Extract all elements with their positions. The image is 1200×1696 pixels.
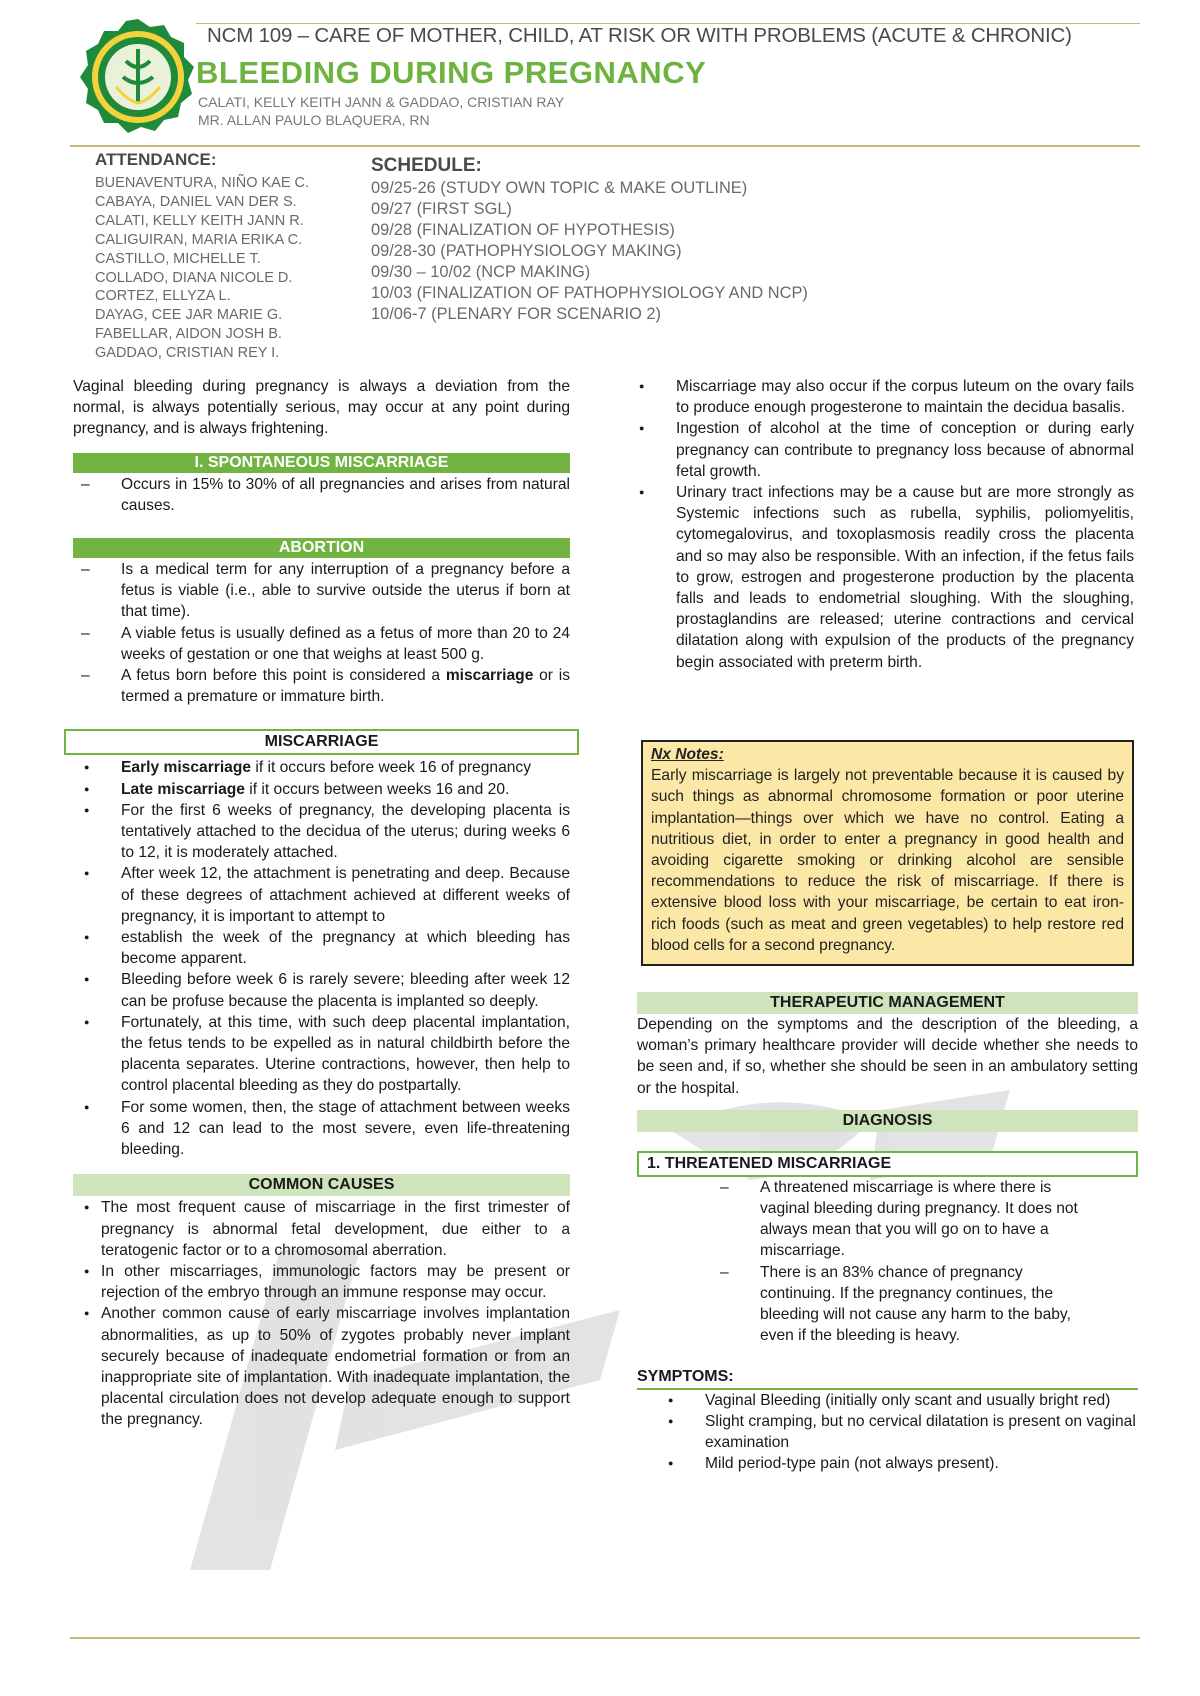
bold-term: Late miscarriage (121, 780, 245, 798)
symptoms-heading: SYMPTOMS: (637, 1368, 734, 1386)
list-item: – A threatened miscarriage is where there is vaginal bleeding during pregnancy. It does not always mean that you will go on to have a miscarriage. (712, 1177, 1098, 1262)
causes-list (73, 1197, 570, 1430)
schedule-item: 09/27 (FIRST SGL) (371, 200, 512, 218)
miscarriage-list (73, 757, 570, 1160)
authors: CALATI, KELLY KEITH JANN & GADDAO, CRISTIAN RAY (198, 94, 565, 110)
list-item (73, 665, 570, 707)
abortion-list (73, 559, 570, 707)
list-item: – A viable fetus is usually defined as a fetus of more than 20 to 24 weeks of gestation or one that weighs at least 500 g. (73, 623, 570, 665)
text-span: or is termed a premature or immature birth. (121, 667, 570, 706)
nurse-notes-box (641, 740, 1134, 966)
list-item: – There is an 83% chance of pregnancy continuing. If the pregnancy continues, the bleeding will not cause any harm to the baby, even if the bleeding is heavy. (712, 1262, 1098, 1347)
attendance-name: GADDAO, CRISTIAN REY I. (95, 345, 280, 362)
section-heading-threatened: 1. THREATENED MISCARRIAGE (637, 1151, 1138, 1177)
text-span: if it occurs before week 16 of pregnancy (251, 759, 532, 777)
left-column (73, 376, 570, 1431)
list-item: ● For some women, then, the stage of attachment between weeks 6 and 12 can lead to the most severe, even life-threatening bleeding. (73, 1097, 570, 1161)
threatened-list (712, 1177, 1098, 1347)
text-span: A fetus born before this point is considered a (121, 667, 446, 685)
author-block (198, 93, 564, 129)
list-item: ● Bleeding before week 6 is rarely severe; bleeding after week 12 can be profuse because the placenta is implanted so deeply. (73, 969, 570, 1011)
schedule-item: 10/03 (FINALIZATION OF PATHOPHYSIOLOGY AND NCP) (371, 284, 808, 302)
course-title: NCM 109 – CARE OF MOTHER, CHILD, AT RISK OR WITH PROBLEMS (ACUTE & CHRONIC) (207, 24, 1072, 47)
list-item: ● The most frequent cause of miscarriage in the first trimester of pregnancy is abnormal fetal development, due either to a teratogenic factor or to a chromosomal aberration. (73, 1197, 570, 1261)
header-bottom-rule (70, 145, 1140, 147)
list-item: ● Miscarriage may also occur if the corpus luteum on the ovary fails to produce enough progesterone to maintain the decidua basalis. (628, 376, 1134, 418)
list-item (73, 757, 570, 778)
list-item (73, 779, 570, 800)
attendance-name: BUENAVENTURA, NIÑO KAE C. (95, 175, 310, 191)
section-heading-spontaneous: I. SPONTANEOUS MISCARRIAGE (73, 453, 570, 473)
list-item: ● Another common cause of early miscarriage involves implantation abnormalities, as up to 50% of zygotes probably never implant securely because of inadequate endometrial formation or from an inappropriate site of implantation. With inadequate implantation, the placental circulation does not develop adequate enough to support the pregnancy. (73, 1303, 570, 1430)
attendance-heading: ATTENDANCE: (95, 150, 217, 169)
attendance-name: FABELLAR, AIDON JOSH B. (95, 326, 282, 343)
university-seal-icon (78, 17, 198, 137)
notes-text: Early miscarriage is largely not preventable because it is caused by such things as abnormal chromosome formation or poor uterine implantation—things over which we have no control. Eating a nutritious diet, in order to enter a pregnancy in good health and avoiding cigarette smoking or drinking alcohol are sensible recommendations to reduce the risk of miscarriage. If there is extensive blood loss with your miscarriage, be certain to eat iron-rich foods (such as meat and green vegetables) to help restore red blood cells for a second pregnancy. (651, 767, 1124, 954)
footer-rule (70, 1637, 1140, 1639)
schedule-item: 09/28 (FINALIZATION OF HYPOTHESIS) (371, 221, 675, 239)
list-item: ● Slight cramping, but no cervical dilatation is present on vaginal examination (657, 1411, 1138, 1453)
attendance-name: CALIGUIRAN, MARIA ERIKA C. (95, 231, 303, 248)
list-item: – Is a medical term for any interruption of a pregnancy before a fetus is viable (i.e., able to survive outside the uterus if born at that time). (73, 559, 570, 623)
text-span: if it occurs between weeks 16 and 20. (244, 780, 510, 798)
list-item: – Occurs in 15% to 30% of all pregnancies and arises from natural causes. (73, 474, 570, 516)
instructor: MR. ALLAN PAULO BLAQUERA, RN (198, 112, 430, 128)
section-heading-abortion: ABORTION (73, 538, 570, 558)
notes-heading: Nx Notes: (651, 746, 724, 763)
section-heading-therapeutic: THERAPEUTIC MANAGEMENT (637, 992, 1138, 1014)
spontaneous-list (73, 474, 570, 516)
attendance-name: CASTILLO, MICHELLE T. (95, 250, 261, 267)
list-item: ● In other miscarriages, immunologic factors may be present or rejection of the embryo through an immune response may occur. (73, 1261, 570, 1303)
attendance-name: DAYAG, CEE JAR MARIE G. (95, 307, 283, 324)
section-heading-diagnosis: DIAGNOSIS (637, 1110, 1138, 1132)
symptoms-list (657, 1390, 1138, 1475)
schedule-list (371, 178, 808, 325)
section-heading-miscarriage: MISCARRIAGE (64, 729, 579, 755)
document-title: BLEEDING DURING PREGNANCY (196, 55, 707, 90)
intro-paragraph: Vaginal bleeding during pregnancy is always a deviation from the normal, is always potentially serious, may occur at any point during pregnancy, and is always frightening. (73, 378, 570, 438)
list-item: ● Vaginal Bleeding (initially only scant and usually bright red) (657, 1390, 1138, 1411)
list-item: ● Mild period-type pain (not always present). (657, 1453, 1138, 1474)
right-causes-list (628, 376, 1134, 673)
list-item: ● For the first 6 weeks of pregnancy, the developing placenta is tentatively attached to the decidua of the uterus; during weeks 6 to 12, it is moderately attached. (73, 800, 570, 864)
schedule-item: 09/25-26 (STUDY OWN TOPIC & MAKE OUTLINE) (371, 179, 748, 197)
attendance-list (95, 174, 309, 363)
section-heading-causes: COMMON CAUSES (73, 1174, 570, 1196)
list-item: ● After week 12, the attachment is penetrating and deep. Because of these degrees of attachment achieved at different weeks of pregnancy, it is important to attempt to (73, 863, 570, 927)
schedule-heading: SCHEDULE: (371, 155, 482, 176)
attendance-name: CABAYA, DANIEL VAN DER S. (95, 193, 297, 210)
schedule-item: 09/28-30 (PATHOPHYSIOLOGY MAKING) (371, 242, 682, 260)
schedule-item: 09/30 – 10/02 (NCP MAKING) (371, 263, 591, 281)
right-column (628, 376, 1134, 673)
list-item: ● Fortunately, at this time, with such deep placental implantation, the fetus tends to be expelled as in natural childbirth before the placenta separates. Uterine contractions, however, then help to control placental bleeding as they do postpartally. (73, 1012, 570, 1097)
list-item: ● Ingestion of alcohol at the time of conception or during early pregnancy can contribute to pregnancy loss because of abnormal fetal growth. (628, 418, 1134, 482)
schedule-item: 10/06-7 (PLENARY FOR SCENARIO 2) (371, 305, 661, 323)
bold-term: Early miscarriage (121, 759, 252, 777)
right-column-lower (637, 992, 1138, 1474)
list-item: ● Urinary tract infections may be a cause but are more strongly as Systemic infections such as rubella, syphilis, poliomyelitis, cytomegalovirus, and toxoplasmosis readily cross the placenta and so may also be responsible. With an infection, if the fetus fails to grow, estrogen and progesterone production by the placenta falls and leads to endometrial sloughing. With the sloughing, prostaglandins are released; uterine contractions and cervical dilatation along with expulsion of the products of the pregnancy begin associated with preterm birth. (628, 482, 1134, 673)
attendance-name: COLLADO, DIANA NICOLE D. (95, 269, 293, 286)
attendance-name: CORTEZ, ELLYZA L. (95, 288, 231, 305)
bold-term: miscarriage (445, 667, 534, 685)
list-item: ● establish the week of the pregnancy at which bleeding has become apparent. (73, 927, 570, 969)
therapeutic-text: Depending on the symptoms and the description of the bleeding, a woman’s primary healthcare provider will decide whether she needs to be seen and, if so, whether she should be seen in an ambulatory setting or the hospital. (637, 1016, 1138, 1097)
attendance-name: CALATI, KELLY KEITH JANN R. (95, 212, 304, 229)
